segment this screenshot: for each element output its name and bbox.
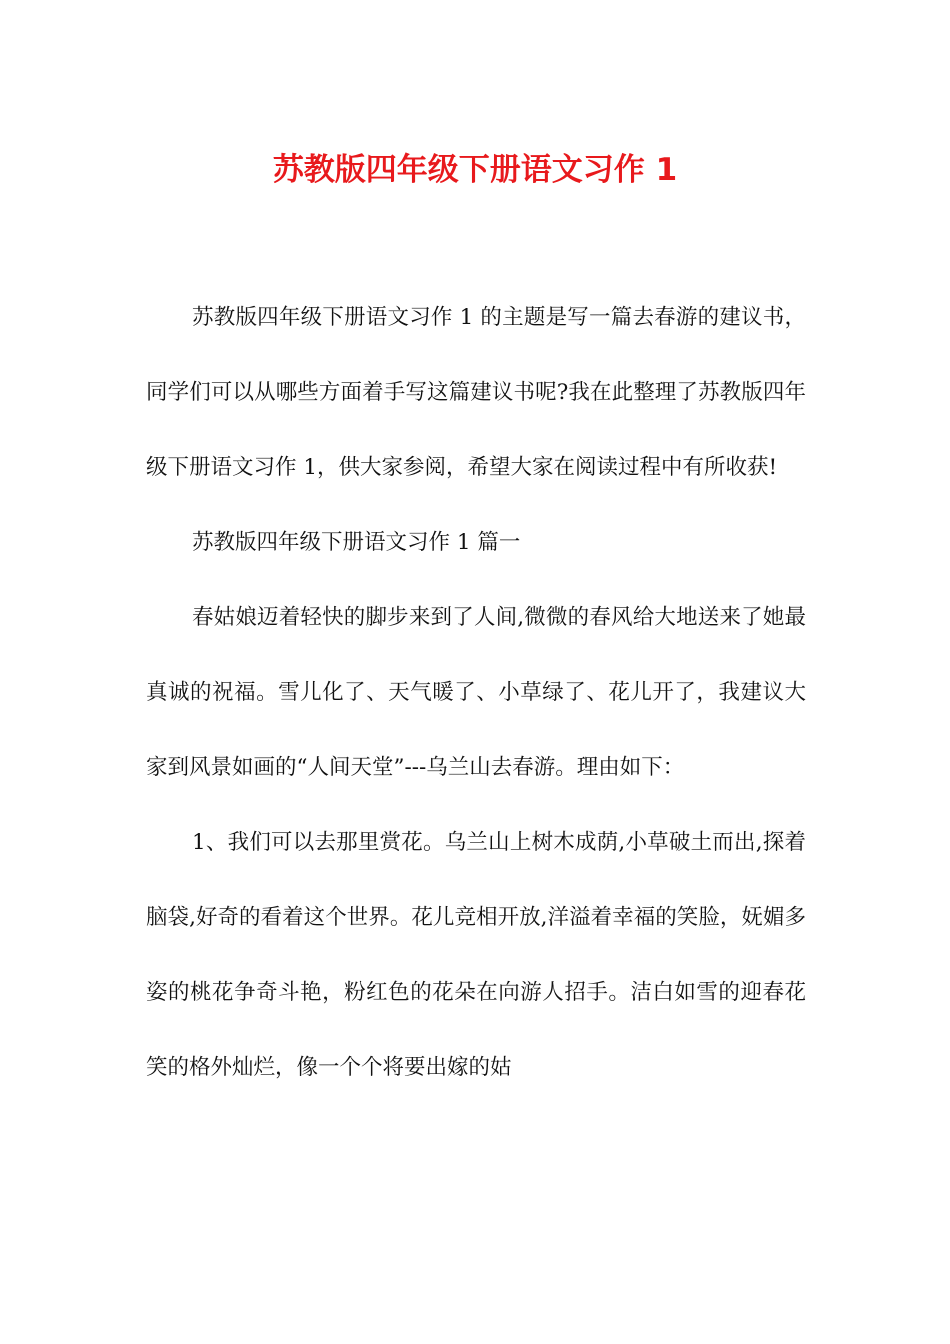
paragraph-spring: 春姑娘迈着轻快的脚步来到了人间,微微的春风给大地送来了她最真诚的祝福。雪儿化了、天气暖了、小草绿了、花儿开了，我建议大家到风景如画的“人间天堂”---乌兰山去春游。理由如下： [146, 605, 806, 780]
document-body [146, 280, 806, 1105]
paragraph-section-heading: 苏教版四年级下册语文习作 1 篇一 [192, 530, 521, 555]
paragraph-intro: 苏教版四年级下册语文习作 1 的主题是写一篇去春游的建议书，同学们可以从哪些方面着手写这篇建议书呢?我在此整理了苏教版四年级下册语文习作 1，供大家参阅，希望大家在阅读过程中有所收获! [146, 305, 806, 480]
document-title: 苏教版四年级下册语文习作 1 [272, 152, 678, 188]
paragraph-reason-1: 1、我们可以去那里赏花。乌兰山上树木成荫,小草破土而出,探着脑袋,好奇的看着这个世界。花儿竞相开放,洋溢着幸福的笑脸，妩媚多姿的桃花争奇斗艳，粉红色的花朵在向游人招手。洁白如雪的迎春花笑的格外灿烂，像一个个将要出嫁的姑 [146, 830, 806, 1080]
